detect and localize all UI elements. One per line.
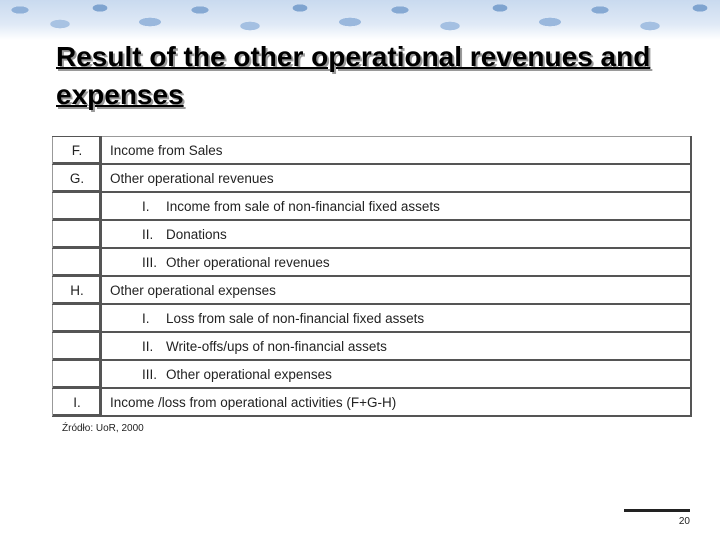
row-letter	[53, 220, 102, 248]
row-text	[102, 192, 692, 220]
roman-numeral: III.	[142, 366, 158, 382]
table-row	[53, 304, 692, 332]
decorative-header-band	[0, 0, 720, 40]
table-row	[53, 220, 692, 248]
row-label: Other operational expenses	[166, 366, 332, 382]
row-letter	[53, 332, 102, 360]
row-text	[102, 304, 692, 332]
table-row	[53, 388, 692, 416]
income-statement-table	[52, 136, 692, 417]
roman-numeral: II.	[142, 226, 154, 242]
row-letter: I.	[53, 388, 102, 416]
table-row	[53, 164, 692, 192]
row-letter	[53, 360, 102, 388]
row-letter	[53, 248, 102, 276]
row-text	[102, 332, 692, 360]
row-text: Income from Sales	[102, 137, 692, 165]
roman-numeral: II.	[142, 338, 154, 354]
slide-title: Result of the other operational revenues and expenses	[56, 41, 651, 110]
row-letter: H.	[53, 276, 102, 304]
row-text	[102, 360, 692, 388]
table-row	[53, 332, 692, 360]
roman-numeral: III.	[142, 254, 158, 270]
row-text	[102, 220, 692, 248]
page-number: 20	[624, 509, 690, 527]
table-row	[53, 137, 692, 165]
roman-numeral: I.	[142, 310, 150, 326]
row-letter	[53, 304, 102, 332]
table-row	[53, 360, 692, 388]
table-row	[53, 276, 692, 304]
row-label: Other operational revenues	[166, 254, 330, 270]
roman-numeral: I.	[142, 198, 150, 214]
table-row	[53, 192, 692, 220]
row-letter: F.	[53, 137, 102, 165]
row-label: Donations	[166, 226, 227, 242]
row-text: Income /loss from operational activities (F+G-H)	[102, 388, 692, 416]
row-text: Other operational expenses	[102, 276, 692, 304]
row-label: Income from sale of non-financial fixed assets	[166, 198, 440, 214]
source-note: Źródło: UoR, 2000	[62, 423, 144, 434]
row-label: Loss from sale of non-financial fixed assets	[166, 310, 425, 326]
row-text: Other operational revenues	[102, 164, 692, 192]
table-row	[53, 248, 692, 276]
row-label: Write-offs/ups of non-financial assets	[166, 338, 387, 354]
row-letter: G.	[53, 164, 102, 192]
row-text	[102, 248, 692, 276]
row-letter	[53, 192, 102, 220]
